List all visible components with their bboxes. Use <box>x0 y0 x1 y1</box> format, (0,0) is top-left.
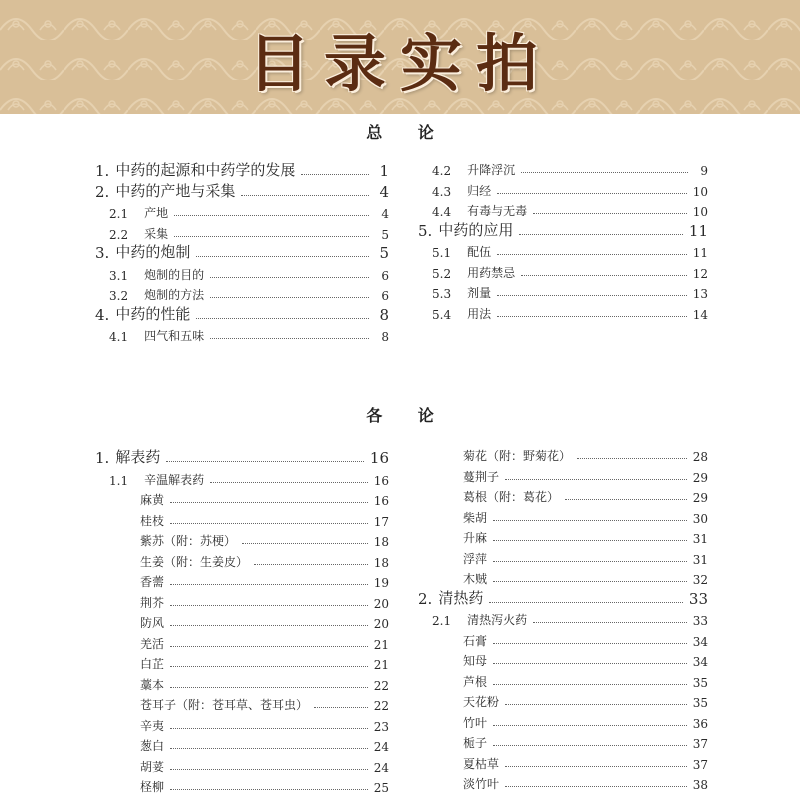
leader-dots <box>170 625 368 626</box>
leader-dots <box>565 499 687 500</box>
toc-entry[interactable] <box>418 199 708 219</box>
toc-entry-title: 柴胡 <box>463 510 488 525</box>
toc-entry-page: 5 <box>379 244 389 262</box>
toc-entry-title: 升麻 <box>463 531 488 545</box>
toc-entry[interactable] <box>95 263 389 283</box>
toc-entry-title: 解表药 <box>115 448 161 466</box>
toc-entry-page: 6 <box>381 268 389 283</box>
leader-dots <box>170 605 368 606</box>
leader-dots <box>505 479 687 480</box>
toc-entry-title: 配伍 <box>467 245 492 259</box>
toc-entry-page: 31 <box>692 532 708 546</box>
toc-entry-title: 木贼 <box>463 572 488 586</box>
toc-entry[interactable] <box>418 690 708 710</box>
toc-entry[interactable] <box>418 506 708 526</box>
toc-entry-page: 37 <box>692 737 708 751</box>
toc-entry[interactable] <box>418 240 708 260</box>
leader-dots <box>166 461 364 462</box>
toc-entry[interactable] <box>95 304 389 324</box>
leader-dots <box>241 195 369 196</box>
toc-entry-title: 炮制的方法 <box>144 288 205 302</box>
toc-entry-number: 2. <box>95 182 110 201</box>
toc-entry-page: 11 <box>692 246 708 260</box>
leader-dots <box>210 277 369 278</box>
toc-entry-page: 21 <box>373 658 389 672</box>
toc-entry-title: 浮萍 <box>463 551 488 566</box>
toc-entry-title: 四气和五味 <box>144 329 205 343</box>
toc-entry-number: 4.2 <box>432 164 452 178</box>
toc-entry[interactable] <box>95 550 389 570</box>
toc-entry-title: 白芷 <box>140 657 165 671</box>
toc-entry[interactable] <box>95 242 389 262</box>
toc-entry-page: 19 <box>373 576 389 590</box>
toc-entry-page: 8 <box>379 305 389 324</box>
leader-dots <box>533 622 687 623</box>
toc-entry-title: 升降浮沉 <box>467 163 516 177</box>
leader-dots <box>521 172 688 173</box>
toc-entry[interactable] <box>95 324 389 344</box>
toc-entry[interactable] <box>418 752 708 772</box>
toc-entry-number: 3.1 <box>109 268 129 283</box>
toc-entry-number: 2.1 <box>109 207 129 221</box>
toc-entry[interactable] <box>418 547 708 567</box>
toc-entry-page: 31 <box>692 552 708 567</box>
toc-entry[interactable] <box>95 181 389 201</box>
leader-dots <box>497 316 687 317</box>
toc-entry-title: 辛温解表药 <box>144 472 205 487</box>
toc-entry[interactable] <box>418 670 708 690</box>
toc-entry[interactable] <box>95 222 389 242</box>
leader-dots <box>170 687 368 688</box>
toc-entry-page: 28 <box>692 450 708 464</box>
toc-entry-number: 4.3 <box>432 184 452 199</box>
toc-entry-page: 11 <box>688 221 708 240</box>
toc-entry-page: 33 <box>688 589 708 608</box>
toc-entry-page: 32 <box>692 573 708 587</box>
leader-dots <box>210 482 368 483</box>
toc-entry-page: 29 <box>692 491 708 505</box>
toc-entry[interactable] <box>418 772 708 792</box>
toc-entry[interactable] <box>95 673 389 693</box>
leader-dots <box>577 458 687 459</box>
toc-entry-title: 菊花（附：野菊花） <box>463 449 572 463</box>
toc-entry-page: 24 <box>373 740 389 754</box>
leader-dots <box>505 704 687 705</box>
toc-entry-title: 清热泻火药 <box>467 613 528 627</box>
toc-entry-title: 中药的起源和中药学的发展 <box>115 161 296 179</box>
toc-entry-title: 辛夷 <box>140 718 165 733</box>
leader-dots <box>493 581 687 582</box>
toc-entry-title: 石膏 <box>463 633 488 648</box>
toc-entry-title: 竹叶 <box>463 715 488 730</box>
toc-entry-number: 4. <box>95 305 110 324</box>
toc-entry-title: 防风 <box>140 616 165 630</box>
toc-entry-page: 16 <box>369 449 389 467</box>
leader-dots <box>505 786 687 787</box>
leader-dots <box>493 520 687 521</box>
toc-entry[interactable] <box>418 302 708 322</box>
toc-entry[interactable] <box>418 731 708 751</box>
toc-entry-number: 1.1 <box>109 473 129 488</box>
toc-entry-page: 23 <box>373 719 389 734</box>
toc-entry[interactable] <box>95 283 389 303</box>
leader-dots <box>170 523 368 524</box>
leader-dots <box>489 602 683 603</box>
toc-entry[interactable] <box>418 588 708 608</box>
toc-entry[interactable] <box>95 488 389 508</box>
toc-entry[interactable] <box>418 465 708 485</box>
leader-dots <box>196 318 369 319</box>
toc-entry-page: 8 <box>381 330 389 344</box>
toc-entry-title: 芦根 <box>463 674 488 689</box>
toc-entry-page: 38 <box>692 778 708 792</box>
toc-entry[interactable] <box>95 775 389 795</box>
toc-entry-number: 5.4 <box>432 307 452 322</box>
toc-entry[interactable] <box>95 755 389 775</box>
toc-entry[interactable] <box>95 468 389 488</box>
toc-entry-page: 24 <box>373 760 389 775</box>
toc-entry-title: 中药的产地与采集 <box>115 181 236 200</box>
page-title: 目录实拍 <box>247 27 552 100</box>
toc-entry-title: 荆芥 <box>140 595 165 610</box>
toc-entry-number: 1. <box>95 162 110 180</box>
toc-entry-number: 1. <box>95 449 110 467</box>
toc-entry-title: 清热药 <box>438 588 484 607</box>
toc-entry[interactable] <box>95 160 389 180</box>
toc-entry-title: 天花粉 <box>463 695 500 709</box>
leader-dots <box>497 254 687 255</box>
leader-dots <box>301 174 369 175</box>
toc-entry-title: 采集 <box>144 226 169 241</box>
toc-entry-page: 34 <box>692 634 708 649</box>
leader-dots <box>170 748 368 749</box>
toc-entry-title: 桂枝 <box>140 513 165 528</box>
leader-dots <box>170 502 368 503</box>
toc-entry-page: 6 <box>381 289 389 303</box>
toc-entry-title: 苍耳子（附：苍耳草、苍耳虫） <box>140 698 309 712</box>
toc-entry-page: 5 <box>381 227 389 242</box>
toc-entry-number: 5.2 <box>432 266 452 281</box>
toc-entry[interactable] <box>418 629 708 649</box>
toc-entry-title: 紫苏（附：苏梗） <box>140 534 237 548</box>
toc-entry-title: 羌活 <box>140 636 165 651</box>
toc-entry[interactable] <box>418 179 708 199</box>
header-banner <box>0 0 800 114</box>
toc-entry-page: 12 <box>692 266 708 281</box>
toc-entry-title: 有毒与无毒 <box>467 204 528 218</box>
toc-entry-title: 中药的炮制 <box>115 243 191 261</box>
toc-entry-page: 4 <box>379 182 389 201</box>
toc-entry-title: 用法 <box>467 306 492 321</box>
leader-dots <box>170 666 368 667</box>
toc-entry-page: 35 <box>692 675 708 690</box>
toc-entry-page: 22 <box>373 699 389 713</box>
toc-entry-number: 5.1 <box>432 246 452 260</box>
toc-entry-title: 剂量 <box>467 286 492 300</box>
section-title-general: 总 论 <box>366 123 434 142</box>
leader-dots <box>254 564 368 565</box>
toc-entry-number: 3.2 <box>109 289 129 303</box>
toc-entry-title: 香薷 <box>140 575 165 589</box>
toc-entry-number: 2. <box>418 589 433 608</box>
leader-dots <box>497 295 687 296</box>
toc-entry-page: 35 <box>692 696 708 710</box>
leader-dots <box>174 215 369 216</box>
leader-dots <box>521 275 687 276</box>
toc-entry[interactable] <box>95 652 389 672</box>
toc-entry[interactable] <box>95 570 389 590</box>
toc-entry[interactable] <box>95 509 389 529</box>
leader-dots <box>196 256 369 257</box>
leader-dots <box>493 745 687 746</box>
toc-entry-page: 20 <box>373 617 389 631</box>
leader-dots <box>170 728 368 729</box>
leader-dots <box>170 646 368 647</box>
toc-entry-title: 葛根（附：葛花） <box>463 490 560 504</box>
toc-entry-page: 14 <box>692 307 708 322</box>
leader-dots <box>493 561 687 562</box>
toc-entry-title: 用药禁忌 <box>467 265 516 280</box>
toc-entry-page: 25 <box>373 781 389 795</box>
toc-entry[interactable] <box>95 201 389 221</box>
toc-entry-title: 胡荽 <box>140 759 165 774</box>
leader-dots <box>493 663 687 664</box>
toc-entry-page: 20 <box>373 596 389 611</box>
toc-entry-page: 18 <box>373 555 389 570</box>
toc-entry-page: 34 <box>692 655 708 669</box>
toc-entry[interactable] <box>418 711 708 731</box>
toc-entry-title: 生姜（附：生姜皮） <box>140 554 249 569</box>
toc-entry-title: 栀子 <box>463 736 488 750</box>
toc-entry-title: 产地 <box>144 206 169 220</box>
leader-dots <box>519 234 683 235</box>
toc-entry-title: 夏枯草 <box>463 756 500 771</box>
leader-dots <box>210 338 369 339</box>
section-title-specific: 各 论 <box>366 406 434 425</box>
toc-entry[interactable] <box>418 220 708 240</box>
leader-dots <box>170 584 368 585</box>
toc-entry-page: 29 <box>692 470 708 485</box>
leader-dots <box>533 213 687 214</box>
toc-entry[interactable] <box>95 529 389 549</box>
toc-entry-page: 16 <box>373 494 389 508</box>
toc-entry[interactable] <box>95 611 389 631</box>
leader-dots <box>493 540 687 541</box>
toc-entry[interactable] <box>95 693 389 713</box>
leader-dots <box>493 725 687 726</box>
toc-entry-page: 37 <box>692 757 708 772</box>
toc-entry[interactable] <box>418 281 708 301</box>
toc-entry-title: 中药的应用 <box>438 220 514 239</box>
toc-entry[interactable] <box>95 734 389 754</box>
toc-entry-page: 16 <box>373 473 389 488</box>
toc-entry-number: 3. <box>95 244 110 262</box>
toc-entry[interactable] <box>418 567 708 587</box>
leader-dots <box>314 707 368 708</box>
toc-entry-page: 30 <box>692 511 708 526</box>
leader-dots <box>497 193 687 194</box>
toc-entry[interactable] <box>418 261 708 281</box>
toc-entry-number: 4.1 <box>109 330 129 344</box>
toc-entry-title: 中药的性能 <box>115 304 191 323</box>
toc-entry-title: 蔓荆子 <box>463 469 500 484</box>
toc-entry[interactable] <box>95 591 389 611</box>
leader-dots <box>170 769 368 770</box>
toc-entry-title: 藁本 <box>140 677 165 692</box>
toc-entry[interactable] <box>95 447 389 467</box>
toc-entry-number: 2.1 <box>432 614 452 628</box>
toc-entry-page: 10 <box>692 184 708 199</box>
leader-dots <box>170 789 368 790</box>
toc-entry-page: 1 <box>379 162 389 180</box>
leader-dots <box>210 297 369 298</box>
toc-entry-title: 柽柳 <box>140 780 165 794</box>
toc-entry-number: 5. <box>418 221 433 240</box>
toc-entry-page: 22 <box>373 678 389 693</box>
toc-entry-page: 21 <box>373 637 389 652</box>
toc-entry-page: 36 <box>692 716 708 731</box>
leader-dots <box>493 643 687 644</box>
toc-entry-page: 4 <box>381 207 389 221</box>
leader-dots <box>174 236 369 237</box>
toc-entry-title: 知母 <box>463 654 488 668</box>
toc-entry-title: 葱白 <box>140 739 165 753</box>
toc-entry-page: 17 <box>373 514 389 529</box>
toc-entry-page: 18 <box>373 535 389 549</box>
toc-entry-number: 5.3 <box>432 287 452 301</box>
toc-entry[interactable] <box>418 526 708 546</box>
toc-entry[interactable] <box>418 608 708 628</box>
toc-entry-number: 4.4 <box>432 205 452 219</box>
toc-entry-number: 2.2 <box>109 227 129 242</box>
toc-entry[interactable] <box>95 632 389 652</box>
toc-entry-title: 归经 <box>467 183 492 198</box>
toc-entry-title: 麻黄 <box>140 493 165 507</box>
toc-entry[interactable] <box>95 714 389 734</box>
toc-entry-title: 炮制的目的 <box>144 267 205 282</box>
toc-entry-page: 10 <box>692 205 708 219</box>
toc-entry[interactable] <box>418 158 708 178</box>
leader-dots <box>493 684 687 685</box>
toc-entry[interactable] <box>418 649 708 669</box>
toc-entry[interactable] <box>418 444 708 464</box>
toc-entry-page: 9 <box>700 164 708 178</box>
toc-entry-page: 33 <box>692 614 708 628</box>
leader-dots <box>242 543 368 544</box>
toc-entry-page: 13 <box>692 287 708 301</box>
toc-entry-title: 淡竹叶 <box>463 777 500 791</box>
leader-dots <box>505 766 687 767</box>
toc-entry[interactable] <box>418 485 708 505</box>
